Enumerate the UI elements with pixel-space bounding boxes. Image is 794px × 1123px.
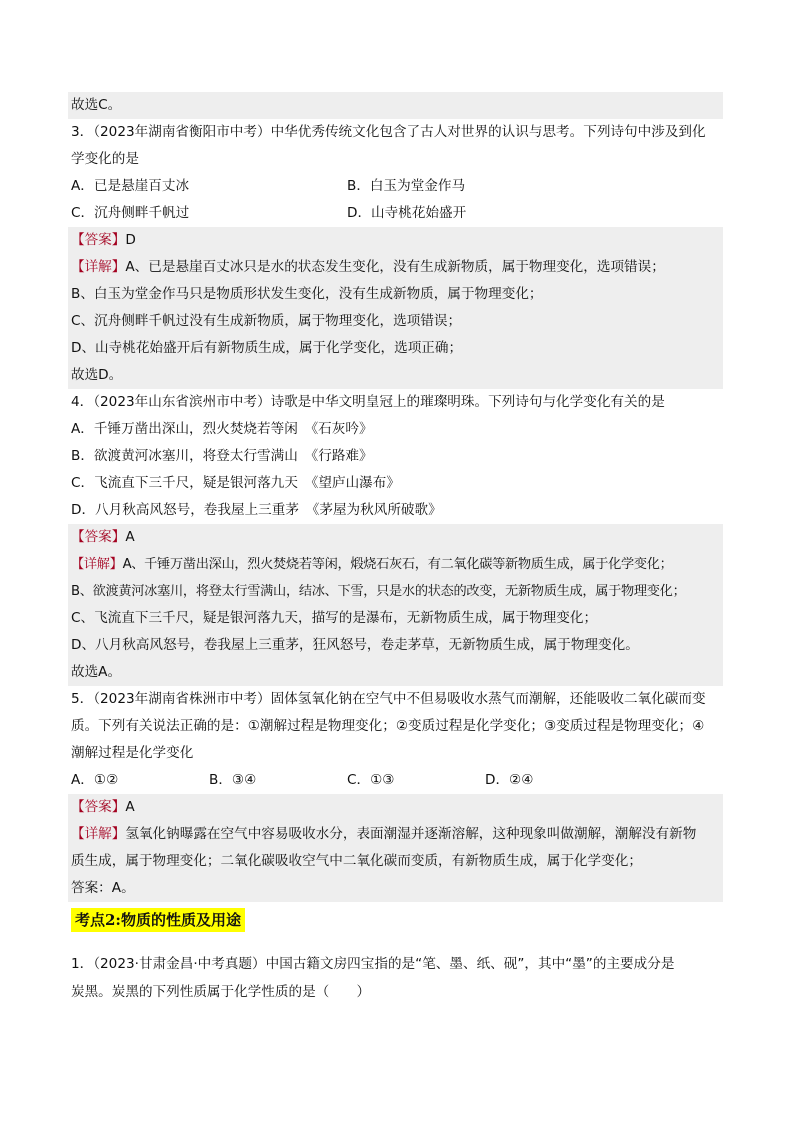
- q5-answer-value: A: [125, 799, 135, 815]
- q3-option-d: D．山寺桃花始盛开: [347, 205, 467, 221]
- q5-detail-line1: [68, 821, 723, 848]
- answer-tag: 【答案】: [71, 232, 126, 248]
- q4-detail-line1: [68, 551, 723, 578]
- q4-answer-value: A: [125, 529, 135, 545]
- section-heading: 考点2:物质的性质及用途: [71, 908, 245, 932]
- q4-option-c: C．飞流直下三千尺，疑是银河落九天 《望庐山瀑布》: [71, 475, 400, 491]
- q3-option-c: C．沉舟侧畔千帆过: [71, 205, 190, 221]
- section2-question-1: [71, 950, 723, 1006]
- q5-option-b: B．③④: [209, 772, 257, 788]
- q3-options-row1: [71, 173, 723, 200]
- detail-tag: 【详解】: [71, 259, 126, 275]
- q4-option-b: B．欲渡黄河冰塞川，将登太行雪满山 《行路难》: [71, 448, 373, 464]
- q4-detail-text: A、千锤万凿出深山，烈火焚烧若等闲，煅烧石灰石，有二氧化碳等新物质生成，属于化学变化；: [122, 557, 673, 572]
- q3-detail-line4: D、山寺桃花始盛开后有新物质生成，属于化学变化，选项正确；: [68, 335, 723, 362]
- q3-conclusion: 故选D。: [68, 362, 723, 389]
- answer-tag: 【答案】: [71, 529, 126, 545]
- q5-stem-line3: 潮解过程是化学变化: [71, 745, 194, 761]
- q4-detail-line2: B、欲渡黄河冰塞川，将登太行雪满山，结冰、下雪，只是水的状态的改变，无新物质生成，属于物理变化；: [68, 578, 723, 605]
- q4-stem: 4．（2023年山东省滨州市中考）诗歌是中华文明皇冠上的璀璨明珠。下列诗句与化学变化有关的是: [71, 394, 665, 410]
- q2-conclusion: 故选C。: [68, 92, 723, 119]
- q4-conclusion: 故选A。: [68, 659, 723, 686]
- q3-options-row2: [71, 200, 723, 227]
- question-5: [71, 686, 723, 902]
- s2q1-line1: 1．（2023·甘肃金昌·中考真题）中国古籍文房四宝指的是“笔、墨、纸、砚”，其中“墨”的主要成分是: [71, 956, 675, 972]
- s2q1-line2: 炭黑。炭黑的下列性质属于化学性质的是（ ）: [71, 984, 371, 1000]
- detail-tag: 【详解】: [71, 557, 123, 572]
- q3-answer-value: D: [125, 232, 136, 248]
- q3-stem-line1: 3．（2023年湖南省衡阳市中考）中华优秀传统文化包含了古人对世界的认识与思考。下列诗句中涉及到化: [71, 124, 706, 140]
- q3-detail-text: A、已是悬崖百丈冰只是水的状态发生变化，没有生成新物质，属于物理变化，选项错误；: [125, 259, 665, 275]
- q3-detail-line2: B、白玉为堂金作马只是物质形状发生变化，没有生成新物质，属于物理变化；: [68, 281, 723, 308]
- q5-detail-text: 氢氧化钠曝露在空气中容易吸收水分，表面潮湿并逐渐溶解，这种现象叫做潮解，潮解没有新物: [125, 826, 697, 842]
- q4-option-a: A．千锤万凿出深山，烈火焚烧若等闲 《石灰吟》: [71, 421, 373, 437]
- q5-conclusion: 答案：A。: [68, 875, 723, 902]
- document-page: [71, 92, 723, 1006]
- question-3: [71, 119, 723, 389]
- q3-detail-line1: [68, 254, 723, 281]
- q5-option-c: C．①③: [347, 772, 395, 788]
- answer-tag: 【答案】: [71, 799, 126, 815]
- q5-stem-line1: 5．（2023年湖南省株洲市中考）固体氢氧化钠在空气中不但易吸收水蒸气而潮解，还能吸收二氧化碳而变: [71, 691, 706, 707]
- q5-option-d: D．②④: [485, 772, 534, 788]
- q4-option-d: D．八月秋高风怒号，卷我屋上三重茅 《茅屋为秋风所破歌》: [71, 502, 442, 518]
- q4-detail-line4: D、八月秋高风怒号，卷我屋上三重茅，狂风怒号，卷走茅草，无新物质生成，属于物理变化。: [68, 632, 723, 659]
- q4-detail-line3: C、飞流直下三千尺，疑是银河落九天，描写的是瀑布，无新物质生成，属于物理变化；: [68, 605, 723, 632]
- q5-option-a: A．①②: [71, 772, 119, 788]
- q4-answer: [68, 524, 723, 551]
- question-4: [71, 389, 723, 686]
- q5-options-row: [71, 767, 723, 794]
- q3-stem-line2: 学变化的是: [71, 151, 139, 167]
- q5-stem-line2: 质。下列有关说法正确的是：①潮解过程是物理变化；②变质过程是化学变化；③变质过程是物理变化；④: [71, 718, 705, 734]
- q3-detail-line3: C、沉舟侧畔千帆过没有生成新物质，属于物理变化，选项错误；: [68, 308, 723, 335]
- spacer: [71, 938, 723, 950]
- q3-option-b: B．白玉为堂金作马: [347, 178, 466, 194]
- q5-answer: [68, 794, 723, 821]
- q3-option-a: A．已是悬崖百丈冰: [71, 178, 190, 194]
- detail-tag: 【详解】: [71, 826, 126, 842]
- q5-detail-line2: 质生成，属于物理变化；二氧化碳吸收空气中二氧化碳而变质，有新物质生成，属于化学变化；: [68, 848, 723, 875]
- q3-answer: [68, 227, 723, 254]
